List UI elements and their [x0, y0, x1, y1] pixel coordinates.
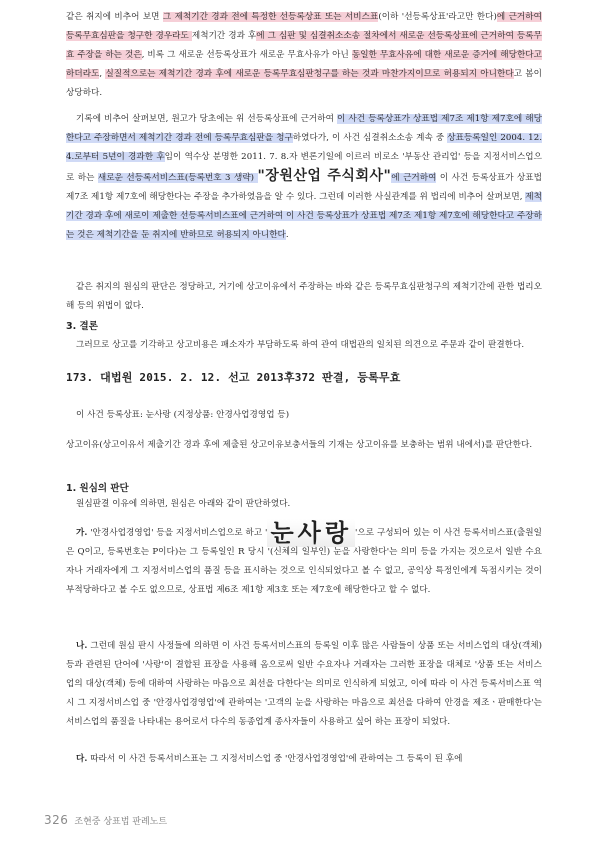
text-span: 같은 취지의 원심의 판단은 정당하고, 거기에 상고이유에서 주장하는 바와 같은 등록무효심판청구의 제척기간에 관한 법리오해 등의 위법이 없다. [66, 282, 542, 311]
paragraph-ga [66, 519, 542, 600]
highlight-blue: 새로운 선등록서비스표(등록번호 3 생략) [97, 173, 258, 183]
text-span: '으로 구성되어 있는 이 사건 등록서비스표(출원일은 Q이고, 등록번호는 P이다)는 그 등록일인 R 당시 '(신체의 일부인) 눈을 사랑한다'는 의미 등을 가지는 것으로서 일반 수요자나 거래자에게 그 지정서비스업의 품질 등을 표시하는 것으로 인식되었다고 볼 수 없고, 공익상 특정인에게 독점시키는 것이 부적당하다고 볼 수도 없으므로, 상표법 제6조 제1항 제3호 또는 제7호에 해당한다고 할 수 없다. [66, 528, 542, 595]
text-span: 그런데 원심 판시 사정들에 의하면 이 사건 등록서비스표의 등록일 이후 많은 사람들이 상품 또는 서비스업의 대상(객체) 등과 관련된 단어에 '사랑'이 결합된 표장을 사용해 옴으로써 일반 수요자나 거래자는 그러한 표장을 대체로 '상품 또는 서비스업의 대상(객체) 등에 대하여 사랑하는 마음으로 최선을 다한다'는 의미로 인식하게 되었고, 이에 따라 이 사건 등록서비스표 역시 그 지정서비스업 중 '안경사업경영업'에 관하여는 '고객의 눈을 사랑하는 마음으로 최선을 다하여 안경을 제조ㆍ판매한다'는 서비스업의 품질을 나타내는 용어로서 다수의 동종업계 종사자들이 사용하고 싶어 하는 표장이 되었다. [66, 641, 542, 727]
text-span: 같은 취지에 비추어 보면 [66, 12, 163, 22]
text-span: 기록에 비추어 살펴보면, 원고가 당초에는 위 선등록상표에 근거하여 [76, 114, 338, 124]
paragraph-conclusion [66, 336, 542, 355]
mark-name: "장원산업 주식회사" [257, 168, 392, 184]
text-span: '안경사업경영업' 등을 지정서비스업으로 하고 ' [87, 528, 268, 538]
paragraph-record [66, 110, 542, 245]
case-title: 173. 대법원 2015. 2. 12. 선고 2013후372 판결, 등록무효 [66, 371, 401, 384]
book-title: 조현중 상표법 판례노트 [74, 817, 168, 827]
highlight-red: 동일한 무효사유에 대한 새로운 증거에 해당한다고 하더라도 [66, 50, 542, 79]
page-footer [44, 813, 167, 827]
text-span: 임이 역수상 분명한 2011. 7. 8.자 변론기일에 이르러 비로소 '부동산 관리업' 등을 지정서비스업으로 하는 [66, 152, 542, 183]
trademark-line [66, 406, 542, 425]
text-span: 이 사건 등록상표: 눈사랑 (지정상품: 안경사업경영업 등) [76, 410, 290, 420]
text-span: 상고이유(상고이유서 제출기간 경과 후에 제출된 상고이유보충서들의 기재는 상고이유를 보충하는 범위 내에서)를 판단한다. [66, 440, 533, 450]
text-span: 고 봄이 상당하다. [66, 69, 542, 98]
paragraph-grounds [66, 436, 542, 455]
paragraph-judgment [66, 278, 542, 316]
text-span: 따라서 이 사건 등록서비스표는 그 지정서비스업 중 '안경사업경영업'에 관하여는 그 등록이 된 후에 [87, 754, 463, 764]
highlight-red: 그 제척기간 경과 전에 특정한 선등록상표 또는 서비스표 [162, 12, 379, 22]
highlight-blue: 제척기간 경과 후에 새로이 제출한 선등록서비스표에 근거하여 이 사건 등록상표가 상표법 제7조 제1항 제7호에 해당한다고 주장하는 것은 제척기간을 둔 취지에 반하므로 허용되지 아니한다 [66, 192, 542, 240]
text-span: , [99, 69, 106, 79]
highlight-red: 에 근거하여 등록무효심판을 청구한 경우라도 [66, 12, 542, 41]
section-heading-conclusion: 3. 결론 [66, 321, 98, 332]
highlight-blue: 상표등록일인 2004. 12. 4.로부터 5년이 경과한 후 [66, 133, 542, 162]
text-span: . [285, 230, 289, 240]
text-span: 원심판결 이유에 의하면, 원심은 아래와 같이 판단하였다. [76, 499, 291, 509]
paragraph-da [66, 750, 542, 769]
highlight-red: 에 그 심판 및 심결취소소송 절차에서 [256, 31, 400, 41]
highlight-red: 새로운 선등록상표에 근거하여 등록무효 주장을 하는 것은 [66, 31, 542, 60]
section-heading-original: 1. 원심의 판단 [66, 483, 129, 494]
paragraph-reasoning [66, 8, 542, 103]
text-span: 이 사건 등록상표가 상표법 제7조 제1항 제7호에 해당한다는 주장을 추가하였음을 알 수 있다. 그런데 이러한 사실관계를 위 법리에 비추어 살펴보면, [66, 173, 543, 202]
text-span: , 비록 그 새로운 선등록상표가 새로운 무효사유가 아닌 [141, 50, 352, 60]
item-marker: 다. [76, 754, 88, 764]
paragraph-na [66, 637, 542, 732]
text-span: 그러므로 상고를 기각하고 상고비용은 패소자가 부담하도록 하여 관여 대법관의 일치된 의견으로 주문과 같이 판결한다. [76, 340, 525, 350]
highlight-blue: 이 사건 등록상표가 상표법 제7조 제1항 제7호에 해당한다고 주장하면서 제척기간 경과 전에 등록무효심판을 청구 [66, 114, 542, 143]
highlight-blue: 에 근거하여 [391, 173, 437, 183]
text-span: 제척기간 경과 후 [191, 31, 257, 41]
item-marker: 나. [76, 641, 88, 651]
highlight-red: 실질적으로는 제척기간 경과 후에 새로운 등록무효심판청구를 하는 것과 마찬가지이므로 허용되지 아니한다 [105, 69, 514, 79]
text-span: (이하 '선등록상표'라고만 한다) [378, 12, 497, 22]
trademark-logo: 눈사랑 [267, 519, 355, 547]
text-span: 하였다가, 이 사건 심결취소소송 계속 중 [292, 133, 448, 143]
item-marker: 가. [76, 528, 88, 538]
page-number: 326 [44, 813, 69, 827]
paragraph-original-intro [66, 495, 542, 514]
